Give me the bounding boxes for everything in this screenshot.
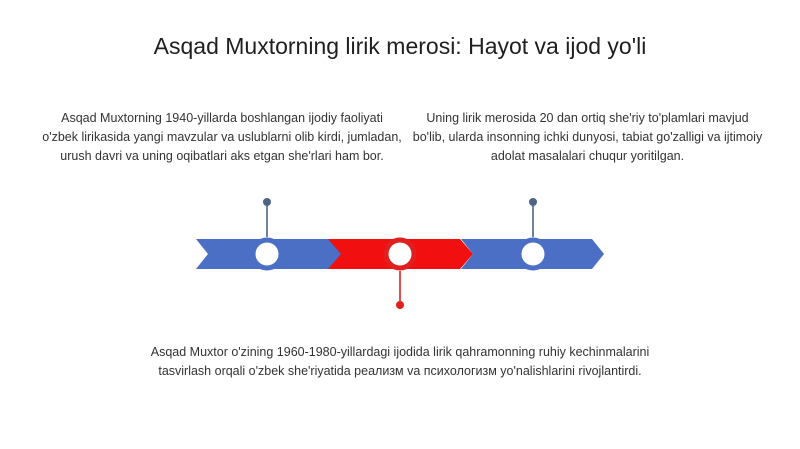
milestone-3-connector-dot	[529, 198, 537, 206]
slide-title: Asqad Muxtorning lirik merosi: Hayot va ijod yo'li	[153, 33, 647, 59]
milestone-1-marker	[253, 240, 281, 268]
milestone-3-marker	[519, 240, 547, 268]
milestone-2-text: Asqad Muxtor o'zining 1960-1980-yillardagi ijodida lirik qahramonning ruhiy kechinmalarini tasvirlash orqali o'zbek she'riyatida реализм va психологизм yo'nalishlarini rivojlantirdi.	[150, 345, 650, 378]
milestone-1-connector-dot	[263, 198, 271, 206]
milestone-2-connector-dot	[396, 301, 404, 309]
milestone-2-marker	[386, 240, 414, 268]
milestone-1-text: Asqad Muxtorning 1940-yillarda boshlangan ijodiy faoliyati o'zbek lirikasida yangi mavzular va uslublarni olib kirdi, jumladan, urush davri va uning oqibatlari aks etgan she'rlari ham bor.	[42, 111, 402, 163]
milestone-3-text: Uning lirik merosida 20 dan ortiq she'riy to'plamlari mavjud bo'lib, ularda insonning ichki dunyosi, tabiat go'zalligi va ijtimoiy adolat masalalari chuqur yoritilgan.	[412, 111, 763, 163]
